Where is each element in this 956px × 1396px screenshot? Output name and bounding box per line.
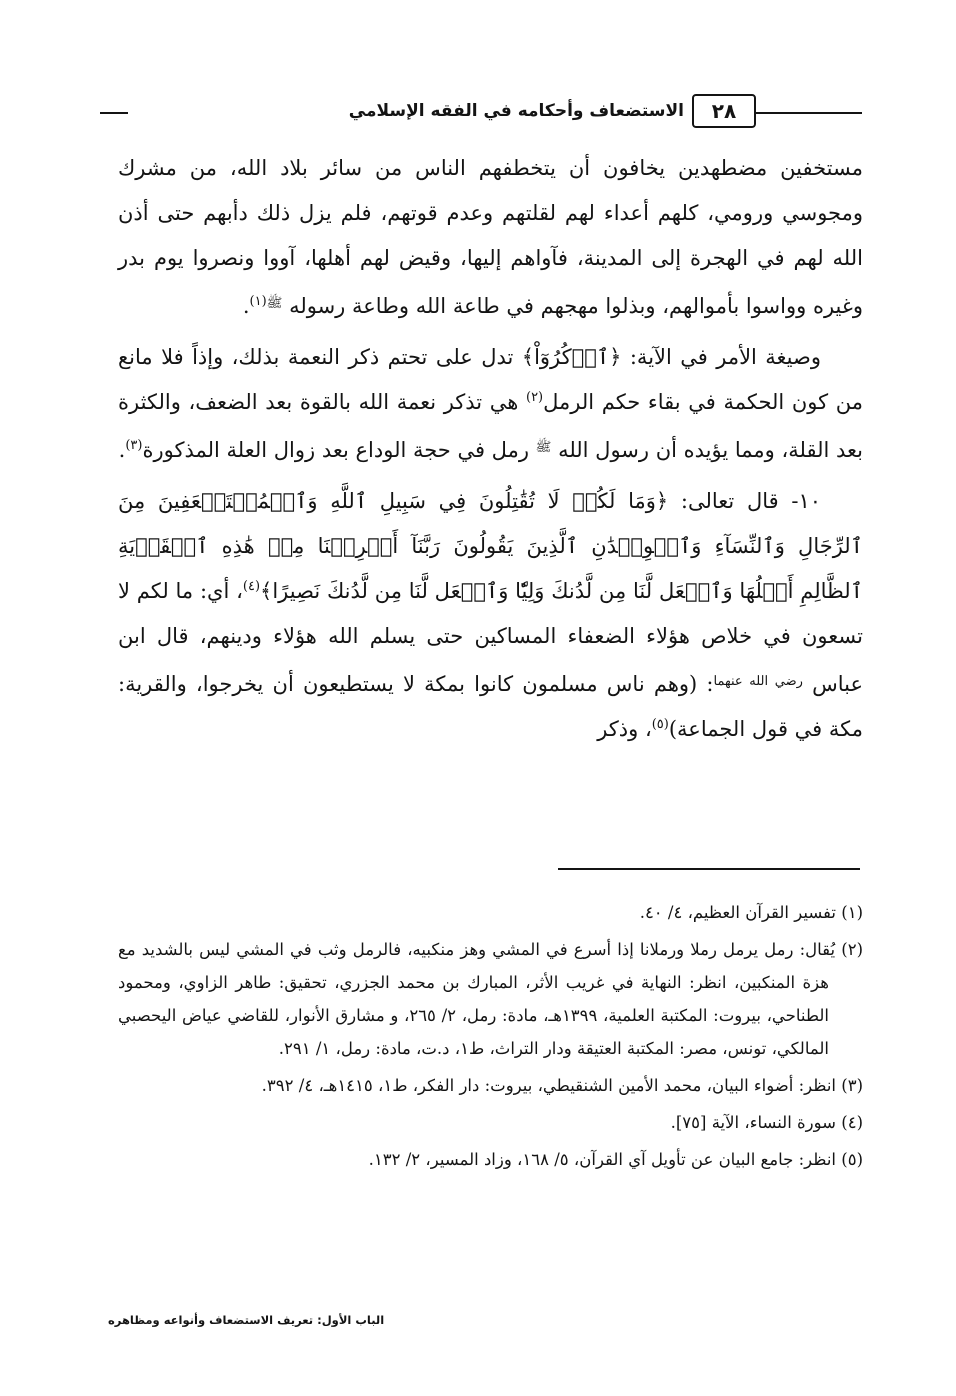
radiya-honorific: رضي الله عنهما: [713, 674, 803, 689]
footnote-ref-2[interactable]: (٢): [525, 390, 544, 405]
footnote-3: (٣) انظر: أضواء البيان، محمد الأمين الشنقيطي، بيروت: دار الفكر، ط١، ١٤١٥هـ، ٤/ ٣٩٢.: [261, 1076, 863, 1095]
paragraph-3-text-c: : (وهم ناس مسلمون كانوا بمكة لا يستطيعون أن يخرجوا، والقرية: مكة في قول الجماعة): [118, 672, 863, 741]
main-text: [118, 146, 863, 758]
footnote-ref-1[interactable]: (١): [249, 294, 267, 309]
paragraph-1: [118, 146, 863, 329]
paragraph-1-end: .: [242, 294, 250, 318]
footnote-ref-3[interactable]: (٣): [125, 438, 143, 453]
running-title: الاستضعاف وأحكامه في الفقه الإسلامي: [348, 101, 684, 121]
footnote-1: (١) تفسير القرآن العظيم، ٤/ ٤٠.: [639, 903, 863, 922]
footnotes: [118, 896, 863, 1180]
page-number: ٢٨: [692, 94, 756, 128]
paragraph-2-text-c: رمل في حجة الوداع بعد زوال العلة المذكورة: [142, 438, 536, 462]
paragraph-2: [118, 335, 863, 473]
footnote-ref-4[interactable]: (٤): [242, 579, 261, 594]
header-rule-right: [756, 112, 862, 114]
chapter-footer: الباب الأول: تعريف الاستضعاف وأنواعه ومظاهره: [108, 1313, 385, 1327]
footnote-ref-5[interactable]: (٥): [651, 717, 669, 732]
paragraph-3: [118, 479, 863, 752]
footnote-separator: [558, 868, 860, 870]
header-rule-left: [100, 112, 128, 114]
quran-verse: ﴿وَمَا لَكُمۡ لَا تُقَٰتِلُونَ فِي سَبِيلِ ٱللَّهِ وَٱلۡمُسۡتَضۡعَفِينَ مِنَ ٱلرِّجَالِ وَٱلنِّسَآءِ وَٱلۡوِلۡدَٰنِ ٱلَّذِينَ يَقُولُونَ رَبَّنَآ أَخۡرِجۡنَا مِنۡ هَٰذِهِ ٱلۡقَرۡيَةِ ٱلظَّالِمِ أَهۡلُهَا وَٱجۡعَل لَّنَا مِن لَّدُنكَ وَلِيّٗا وَٱجۡعَل لَّنَا مِن لَّدُنكَ نَصِيرًا﴾: [118, 489, 863, 603]
paragraph-3-text-a: ١٠- قال تعالى:: [668, 489, 821, 513]
paragraph-2-text-b: هي تذكر نعمة الله بالقوة بعد الضعف، والكثرة بعد القلة، ومما يؤيده أن رسول الله: [118, 390, 863, 462]
running-header: [100, 90, 862, 132]
footnote-4: (٤) سورة النساء، الآية [٧٥].: [670, 1113, 863, 1132]
paragraph-1-text: مستخفين مضطهدين يخافون أن يتخطفهم الناس من سائر بلاد الله، من مشرك ومجوسي ورومي، كلهم أعداء لهم لقلتهم وعدم قوتهم، فلم يزل ذلك دأبهم حتى أذن الله لهم في الهجرة إلى المدينة، فآواهم إليها، وقيض لهم أهلها، آووا ونصروا يوم بدر وغيره وواسوا بأموالهم، وبذلوا مهجهم في طاعة الله وطاعة رسوله: [118, 156, 863, 318]
paragraph-3-text-b: ، أي: ما لكم لا تسعون في خلاص هؤلاء الضعفاء المساكين حتى يسلم الله هؤلاء ودينهم، قال ابن عباس: [118, 579, 863, 696]
paragraph-2-text-a: وصيغة الأمر في الآية: ﴿ٱذۡكُرُوٓاْ﴾ تدل على تحتم ذكر النعمة بذلك، وإذاً فلا مانع من كون الحكمة في بقاء حكم الرمل: [118, 345, 863, 414]
salawat-honorific: ﷺ: [535, 440, 552, 455]
footnote-5: (٥) انظر: جامع البيان عن تأويل آي القرآن، ٥/ ١٦٨، وزاد المسير، ٢/ ١٣٢.: [368, 1150, 863, 1169]
paragraph-3-text-d: ، وذكر: [597, 717, 652, 741]
paragraph-2-end: .: [118, 438, 126, 462]
footnote-2: (٢) يُقال: رمل يرمل رملا ورملانا إذا أسرع في المشي وهز منكبيه، فالرمل وثب في المشي ليس بالشديد مع هزة المنكبين، انظر: النهاية في غريب الأثر، المبارك بن محمد الجزري، تحقيق: طاهر الزاوي، ومحمود الطناحي، بيروت: المكتبة العلمية، ١٣٩٩هـ، مادة: رمل، ٢/ ٢٦٥، و مشارق الأنوار، للقاضي عياض اليحصبي المالكي، تونس، مصر: المكتبة العتيقة ودار التراث، ط١، د.ت، مادة: رمل، ١/ ٢٩١.: [118, 940, 863, 1058]
salawat-honorific: ﷺ: [266, 296, 283, 311]
